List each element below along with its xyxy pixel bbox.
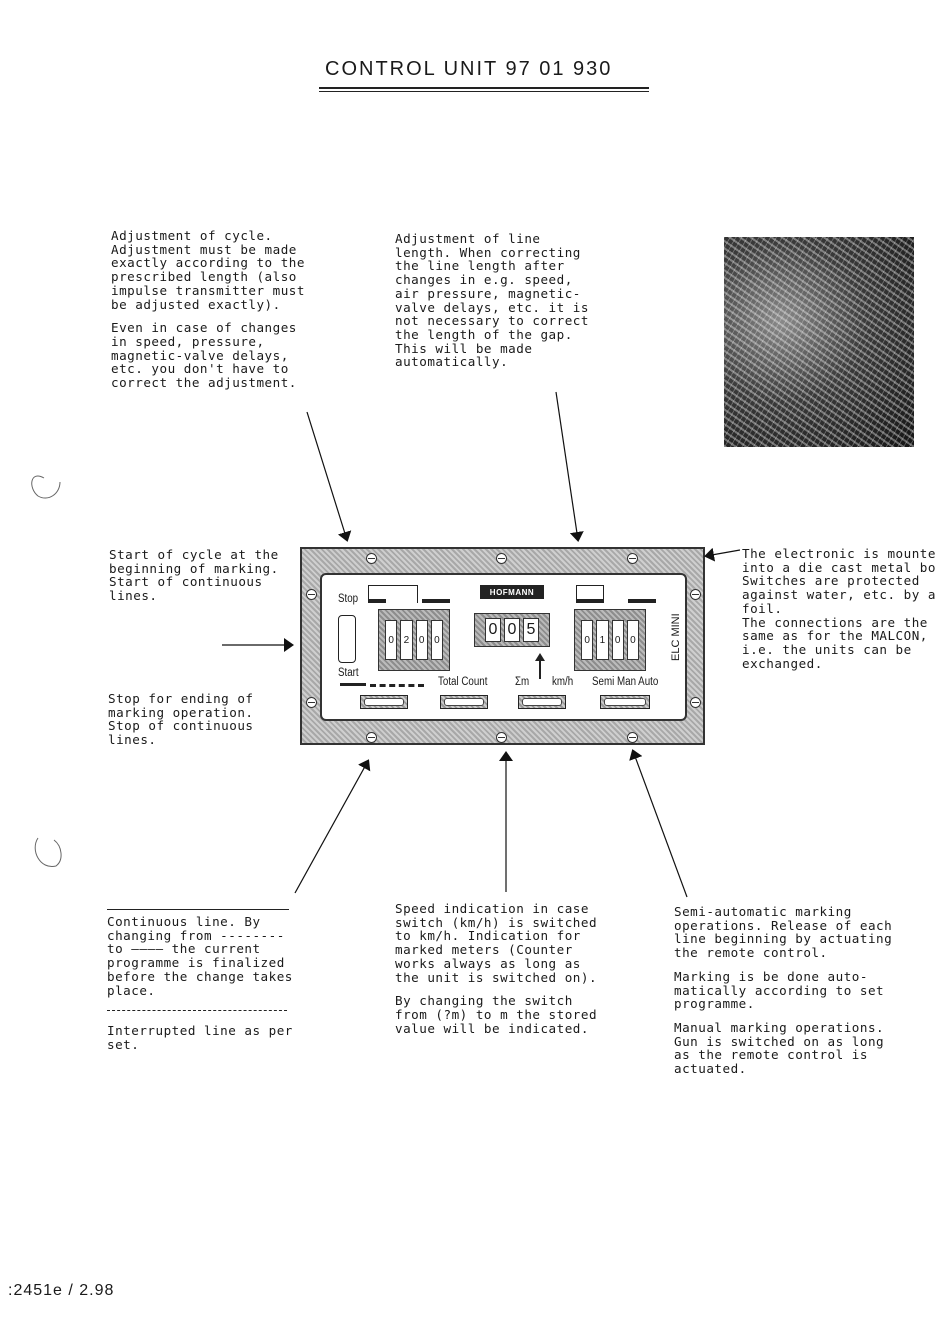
dashed-rule [107, 1010, 287, 1011]
counter-digit: 0 [581, 620, 593, 660]
display-digit: 5 [523, 618, 539, 642]
mode-label: Semi Man Auto [592, 676, 659, 688]
section-rule [107, 909, 289, 910]
model-label: ELC MINI [670, 613, 682, 661]
counter-digit: 2 [400, 620, 412, 660]
interrupted-line-text: Interrupted line as per set. [107, 1023, 293, 1052]
display-digit: 0 [504, 618, 520, 642]
hofmann-logo: HOFMANN [480, 585, 544, 599]
kmh-label: km/h [552, 676, 574, 688]
page-title: CONTROL UNIT 97 01 930 [325, 58, 613, 80]
document-reference: :2451e / 2.98 [8, 1282, 115, 1299]
arrow-to-line-counter [556, 392, 578, 540]
sum-m-label: Σm [515, 676, 530, 688]
display-digit: 0 [485, 618, 501, 642]
counter-digit: 1 [596, 620, 608, 660]
continuous-line-text: Continuous line. By changing from -------- to ———— the current programme is finalized before the change takes place. [107, 914, 293, 998]
cycle-adjustment-text: Adjustment of cycle. Adjustment must be made exactly according to the prescribed length (also impulse transmitter must be adjusted exactly). [111, 228, 305, 312]
arrow-to-cycle-counter [307, 412, 347, 540]
counter-digit: 0 [431, 620, 443, 660]
punch-hole-mark [35, 838, 61, 867]
total-count-label: Total Count [438, 676, 488, 688]
arrow-to-panel [706, 550, 740, 556]
continuous-line-note [107, 915, 307, 1007]
stop-label: Stop [338, 593, 359, 605]
semi-auto-text: Semi-automatic marking operations. Release of each line beginning by actuating the remote control. [674, 904, 893, 961]
start-label: Start [338, 667, 359, 679]
speed-text-2: By changing the switch from (?m) to m the stored value will be indicated. [395, 993, 598, 1036]
stop-text: Stop for ending of marking operation. Stop of continuous lines. [108, 691, 254, 748]
counter-digit: 0 [612, 620, 624, 660]
counter-digit: 0 [385, 620, 397, 660]
manual-text: Manual marking operations. Gun is switched on as long as the remote control is actuated. [674, 1019, 885, 1077]
line-length-text: Adjustment of line length. When correcting the line length after changes in e.g. speed, air pressure, magnetic- valve delays, etc. it is not necessary to correct the length of the gap. This will be made automatically. [395, 231, 589, 370]
start-cycle-text: Start of cycle at the beginning of marking. Start of continuous lines. [109, 547, 279, 604]
auto-text: Marking is be done auto- matically according to set programme. [674, 968, 885, 1012]
punch-hole-mark [32, 476, 60, 498]
arrow-to-mode-switch [633, 751, 687, 897]
interrupted-line-note [107, 1024, 307, 1061]
speed-note [395, 902, 615, 1045]
speed-text: Speed indication in case switch (km/h) is switched to km/h. Indication for marked meters (Counter works always as long as the unit is switched on). [395, 901, 598, 985]
mode-note [674, 905, 934, 1086]
counter-digit: 0 [627, 620, 639, 660]
arrow-to-line-type-switch [295, 761, 368, 893]
cycle-adjustment-text-2: Even in case of changes in speed, pressure, magnetic-valve delays, etc. you don't have to correct the adjustment. [111, 320, 297, 391]
counter-digit: 0 [416, 620, 428, 660]
electronic-text: The electronic is mounte into a die cast metal bo Switches are protected against water, etc. by a foil. The connections are the same as for the MALCON, i.e. the units can be exchanged. [742, 546, 936, 671]
